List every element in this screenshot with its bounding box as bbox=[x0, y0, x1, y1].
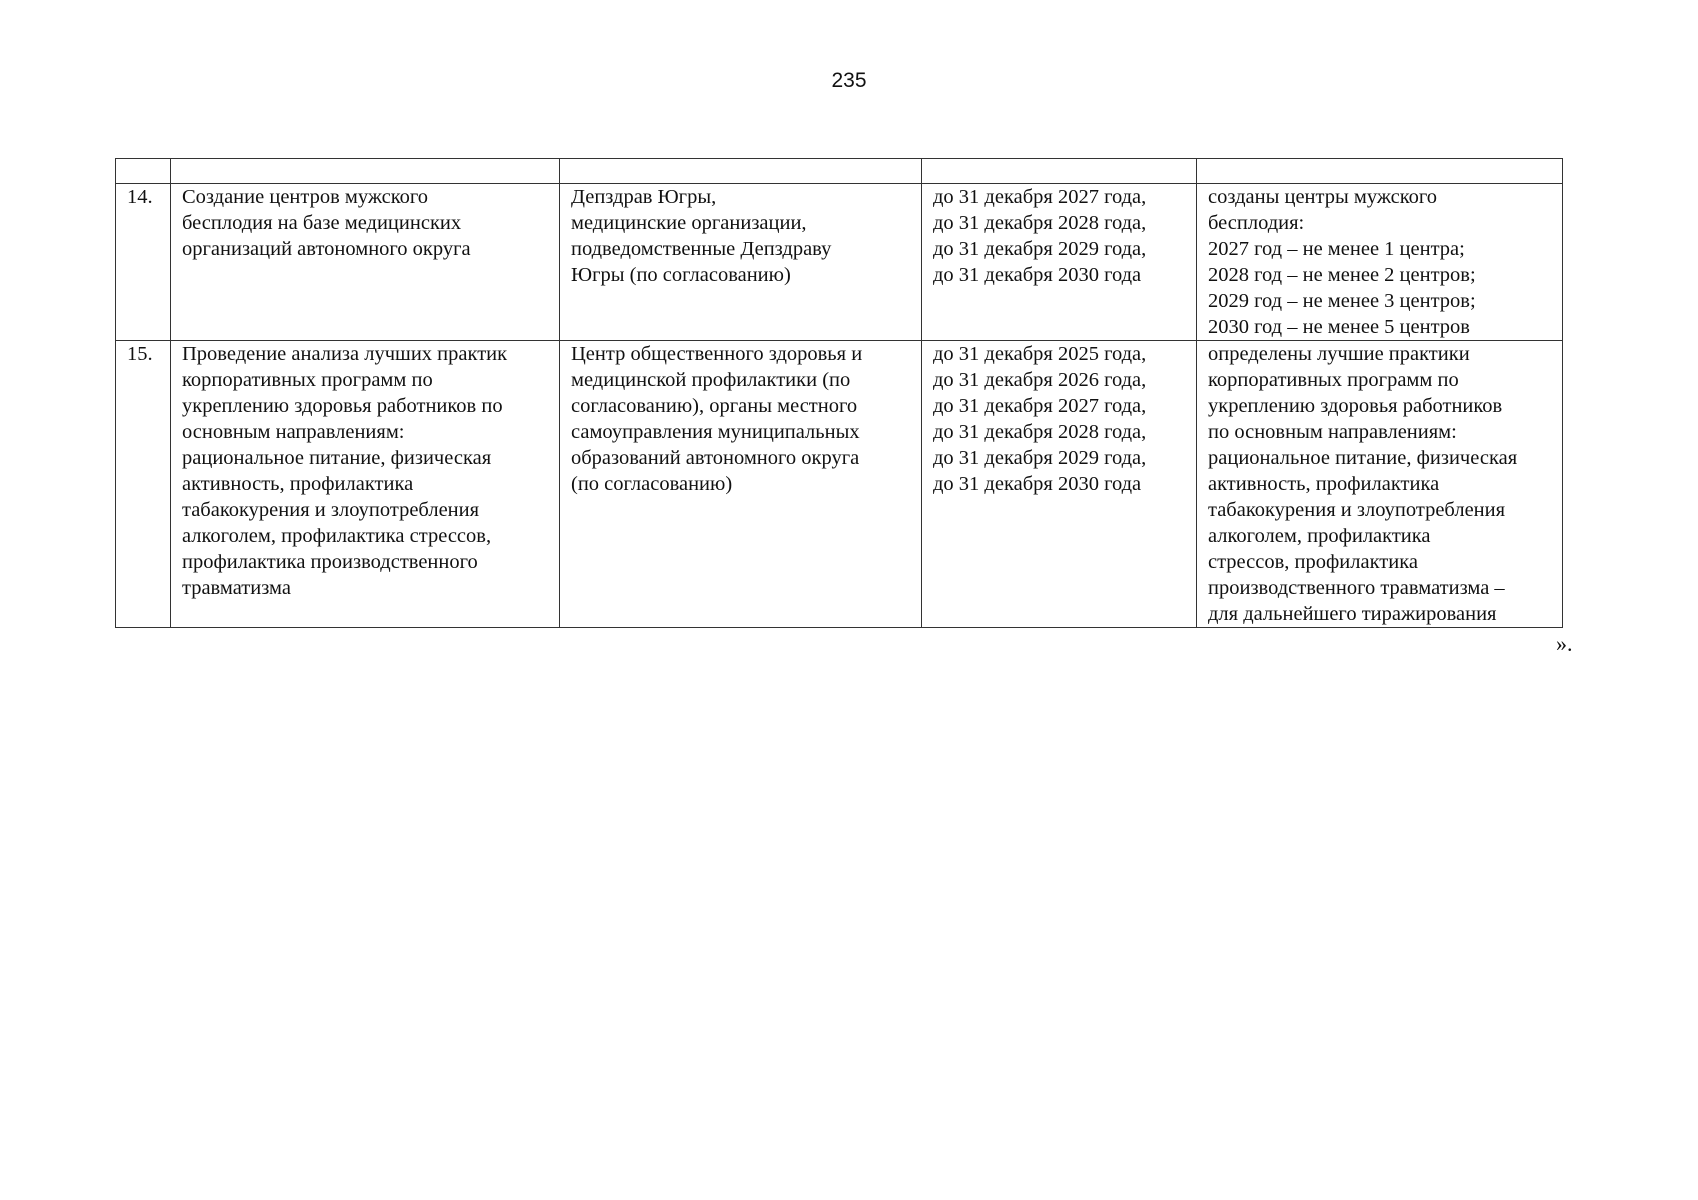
executors-line: самоуправления муниципальных bbox=[571, 421, 860, 443]
measure-line: основным направлениям: bbox=[182, 421, 405, 443]
result-line: созданы центры мужского bbox=[1208, 186, 1438, 208]
result-line: по основным направлениям: bbox=[1208, 421, 1457, 443]
row-number-cell bbox=[116, 184, 171, 341]
measure-line: Создание центров мужского bbox=[182, 186, 429, 208]
measure-line: бесплодия на базе медицинских bbox=[182, 212, 462, 234]
measure-line: организаций автономного округа bbox=[182, 238, 471, 260]
executors-line: Центр общественного здоровья и bbox=[571, 343, 863, 365]
result-line: стрессов, профилактика bbox=[1208, 551, 1418, 573]
executors-line: медицинской профилактики (по bbox=[571, 369, 851, 391]
result-line: бесплодия: bbox=[1208, 212, 1305, 234]
executors-line: согласованию), органы местного bbox=[571, 395, 858, 417]
deadline-line: до 31 декабря 2030 года bbox=[933, 473, 1142, 495]
measure-line: алкоголем, профилактика стрессов, bbox=[182, 525, 492, 547]
executors-cell bbox=[560, 341, 922, 628]
header-cell-measure bbox=[171, 159, 560, 184]
deadline-line: до 31 декабря 2030 года bbox=[933, 264, 1142, 286]
executors-line: (по согласованию) bbox=[571, 473, 733, 495]
header-cell-num bbox=[116, 159, 171, 184]
table-row bbox=[116, 184, 1563, 341]
result-line: 2027 год – не менее 1 центра; bbox=[1208, 238, 1465, 260]
deadline-line: до 31 декабря 2029 года, bbox=[933, 238, 1147, 260]
result-line: табакокурения и злоупотребления bbox=[1208, 499, 1506, 521]
deadline-line: до 31 декабря 2027 года, bbox=[933, 395, 1147, 417]
measure-line: профилактика производственного bbox=[182, 551, 478, 573]
measure-line: рациональное питание, физическая bbox=[182, 447, 492, 469]
executors-line: Югры (по согласованию) bbox=[571, 264, 791, 286]
measure-line: укреплению здоровья работников по bbox=[182, 395, 503, 417]
executors-cell bbox=[560, 184, 922, 341]
table-row bbox=[116, 341, 1563, 628]
result-line: 2030 год – не менее 5 центров bbox=[1208, 316, 1470, 338]
measure-line: корпоративных программ по bbox=[182, 369, 433, 391]
measures-table bbox=[115, 158, 1563, 628]
deadline-line: до 31 декабря 2028 года, bbox=[933, 421, 1147, 443]
row-number: 15. bbox=[127, 343, 153, 365]
measure-line: травматизма bbox=[182, 577, 291, 599]
measure-line: табакокурения и злоупотребления bbox=[182, 499, 480, 521]
executors-line: Депздрав Югры, bbox=[571, 186, 717, 208]
executors-line: подведомственные Депздраву bbox=[571, 238, 832, 260]
result-line: 2029 год – не менее 3 центров; bbox=[1208, 290, 1476, 312]
result-line: производственного травматизма – bbox=[1208, 577, 1505, 599]
executors-line: медицинские организации, bbox=[571, 212, 807, 234]
result-cell bbox=[1197, 341, 1563, 628]
result-line: корпоративных программ по bbox=[1208, 369, 1459, 391]
row-number: 14. bbox=[127, 186, 153, 208]
header-cell-result bbox=[1197, 159, 1563, 184]
result-cell bbox=[1197, 184, 1563, 341]
deadline-line: до 31 декабря 2028 года, bbox=[933, 212, 1147, 234]
result-line: для дальнейшего тиражирования bbox=[1208, 603, 1497, 625]
result-line: 2028 год – не менее 2 центров; bbox=[1208, 264, 1476, 286]
page-number: 235 bbox=[831, 69, 867, 92]
table-header-row bbox=[116, 159, 1563, 184]
measure-line: Проведение анализа лучших практик bbox=[182, 343, 508, 365]
deadlines-cell bbox=[922, 341, 1197, 628]
measure-line: активность, профилактика bbox=[182, 473, 414, 495]
deadline-line: до 31 декабря 2027 года, bbox=[933, 186, 1147, 208]
deadline-line: до 31 декабря 2029 года, bbox=[933, 447, 1147, 469]
deadlines-cell bbox=[922, 184, 1197, 341]
deadline-line: до 31 декабря 2025 года, bbox=[933, 343, 1147, 365]
result-line: рациональное питание, физическая bbox=[1208, 447, 1518, 469]
closing-quote-mark: ». bbox=[1556, 631, 1573, 656]
result-line: укреплению здоровья работников bbox=[1208, 395, 1503, 417]
result-line: определены лучшие практики bbox=[1208, 343, 1470, 365]
measure-cell bbox=[171, 341, 560, 628]
deadline-line: до 31 декабря 2026 года, bbox=[933, 369, 1147, 391]
header-cell-deadlines bbox=[922, 159, 1197, 184]
header-cell-executors bbox=[560, 159, 922, 184]
result-line: активность, профилактика bbox=[1208, 473, 1440, 495]
executors-line: образований автономного округа bbox=[571, 447, 860, 469]
row-number-cell bbox=[116, 341, 171, 628]
result-line: алкоголем, профилактика bbox=[1208, 525, 1431, 547]
measure-cell bbox=[171, 184, 560, 341]
